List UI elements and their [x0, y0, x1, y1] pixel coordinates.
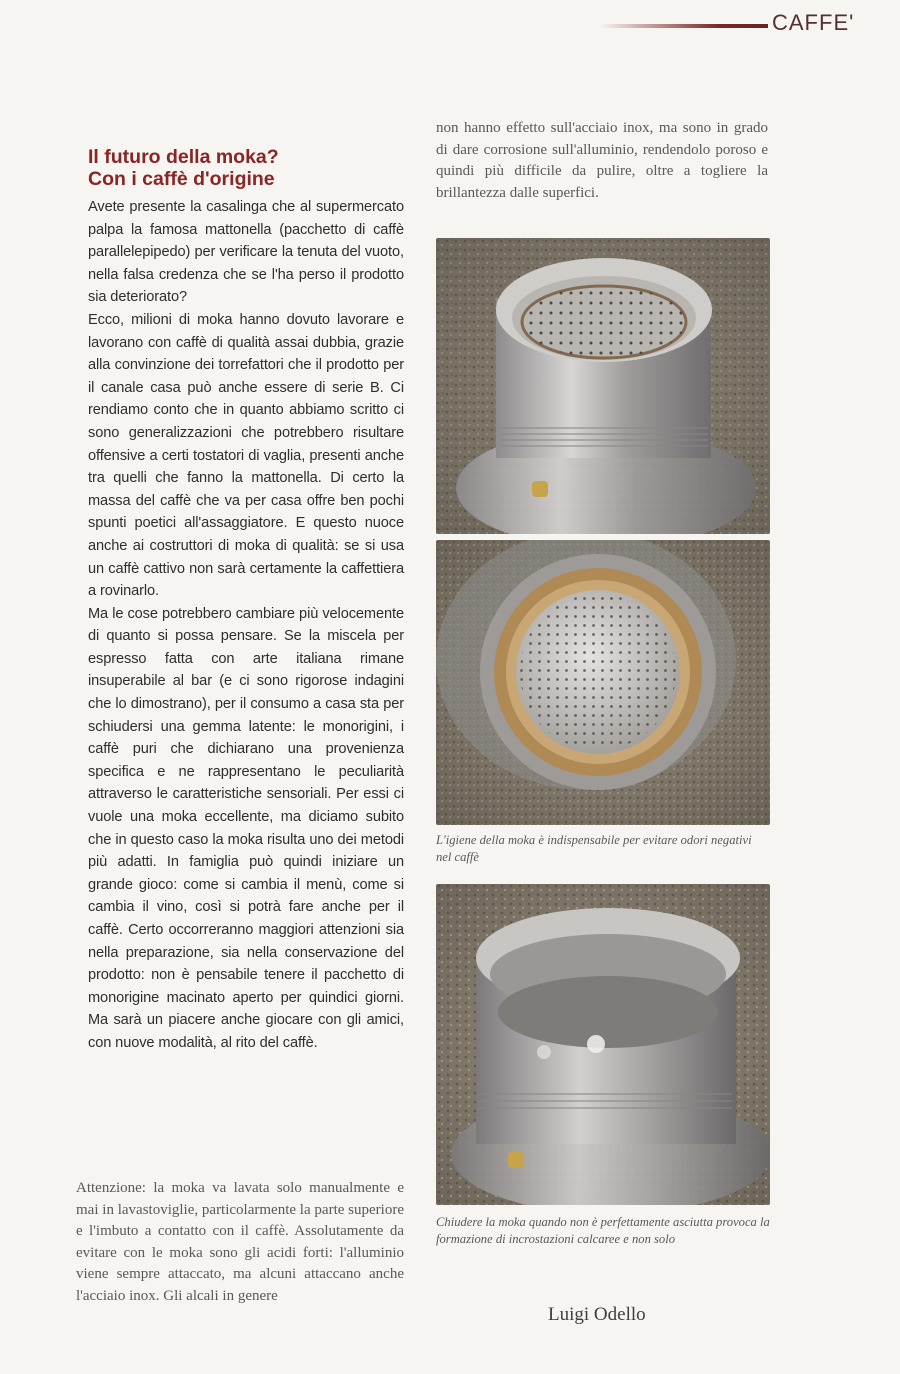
author-name: Luigi Odello	[548, 1304, 646, 1325]
article-column	[88, 146, 404, 1055]
paragraph: Ma le cose potrebbero cambiare più velocemente di quanto si possa pensare. Se la miscela per espresso fatta con arte italiana rimane insuperabile al bar (e ci sono rigorose indagini che lo dimostrano), per il consumo a casa sta per schiudersi una gemma latente: le monorigini, i caffè puri che dichiarano una provenienza specifica e ne rappresentano le peculiarità attraverso le caratteristiche sensoriali. Per essi ci vuole una moka eccellente, ma diciamo subito che in questo caso la moka risulta uno dei metodi più adatti. In famiglia può quindi iniziare un grande gioco: come si cambia il menù, come si cambia il vino, così si potrà fare anche per il caffè. Certo occorreranno maggiori attenzioni sia nella preparazione, sia nella conservazione del prodotto: non è pensabile tenere il pacchetto di monorigine macinato aperto per quindici giorni. Ma sarà un piacere anche giocare con gli amici, con nuove modalità, al rito del caffè.	[88, 605, 404, 1051]
paragraph: Ecco, milioni di moka hanno dovuto lavorare e lavorano con caffè di qualità assai dubbia, grazie alla convinzione dei torrefattori che il prodotto per il canale casa può anche essere di serie B. Ci rendiamo conto che in quanto abbiamo scritto ci sono generalizzazioni che potrebbero risultare offensive a certi tostatori di vaglia, presenti anche tra quelli che fanno la mattonella. Di certo la massa del caffè che va per casa offre ben pochi spunti poetici all'assaggiatore. E questo nuoce anche ai costruttori di moka di qualità: se si usa un caffè cattivo non sarà certamente la caffettiera a rovinarlo.	[88, 311, 404, 600]
headline-line-1: Il futuro della moka?	[88, 146, 279, 168]
article-headline	[88, 146, 404, 190]
article-body	[88, 196, 404, 1055]
moka-photo-filter	[436, 540, 770, 825]
photo-caption-2: Chiudere la moka quando non è perfettamente asciutta provoca la formazione di incrostazioni calcaree e non solo	[436, 1215, 770, 1246]
photo-caption-1: L'igiene della moka è indispensabile per evitare odori negativi nel caffè	[436, 833, 752, 864]
headline-line-2: Con i caffè d'origine	[88, 168, 275, 190]
moka-photo-top	[436, 238, 770, 534]
moka-photo-limescale	[436, 884, 770, 1205]
paragraph: Avete presente la casalinga che al supermercato palpa la famosa mattonella (pacchetto di caffè parallelepipedo) per verificare la tenuta del vuoto, nella falsa credenza che se l'ha perso il prodotto sia deteriorato?	[88, 199, 404, 306]
care-note-left: Attenzione: la moka va lavata solo manualmente e mai in lavastoviglie, particolarmente la parte superiore e l'imbuto a contatto con il caffè. Assolutamente da evitare con le moka sono gli acidi forti: l'alluminio viene sempre attaccato, ma alcuni attaccano anche l'acciaio inox. Gli alcali in genere	[76, 1180, 404, 1304]
section-label: CAFFE'	[772, 10, 855, 35]
header-rule	[600, 24, 768, 28]
care-note-right: non hanno effetto sull'acciaio inox, ma sono in grado di dare corrosione sull'alluminio, rendendolo poroso e quindi più difficile da pulire, oltre a togliere la brillantezza dalle superfici.	[436, 120, 768, 201]
